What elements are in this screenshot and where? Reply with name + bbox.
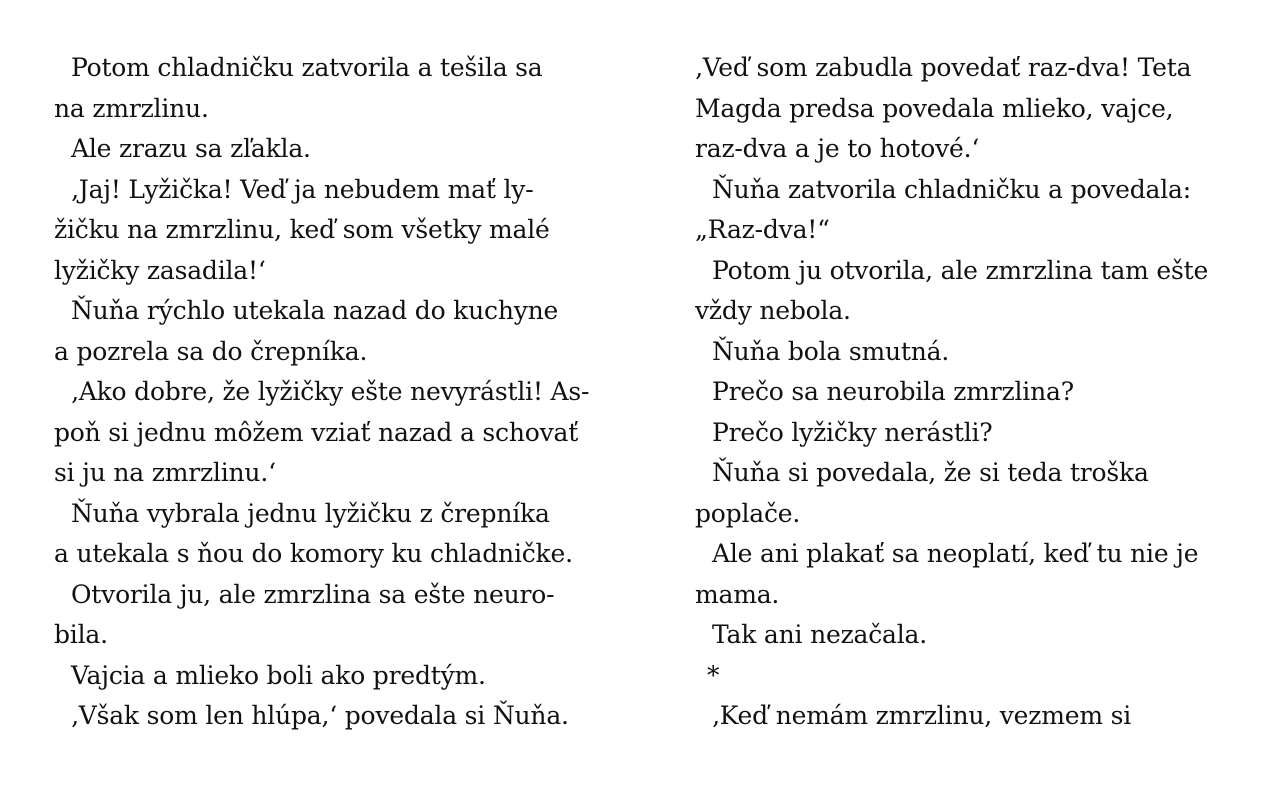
text-line: bila. <box>54 620 108 649</box>
section-break-asterisk: * <box>707 660 720 690</box>
text-line: Tak ani nezačala. <box>712 620 928 649</box>
text-line: vždy nebola. <box>695 296 851 325</box>
text-line: ‚Ako dobre, že lyžičky ešte nevyrástli! As- <box>71 377 590 406</box>
text-line: poň si jednu môžem vziať nazad a schovať <box>54 417 579 447</box>
text-line: Ale ani plakať sa neoplatí, keď tu nie je <box>712 539 1199 568</box>
left-page <box>54 48 614 768</box>
text-line: Ňuňa vybrala jednu lyžičku z črepníka <box>71 498 550 528</box>
text-line: Ňuňa si povedala, že si teda troška <box>712 458 1149 487</box>
text-line: ‚Jaj! Lyžička! Veď ja nebudem mať ly- <box>71 174 534 204</box>
text-line: Vajcia a mlieko boli ako predtým. <box>71 660 486 690</box>
text-line: žičku na zmrzlinu, keď som všetky malé <box>54 215 550 244</box>
text-line: Ňuňa bola smutná. <box>712 336 950 366</box>
text-line: lyžičky zasadila!‘ <box>54 255 266 285</box>
text-line: Ňuňa zatvorila chladničku a povedala: <box>712 174 1191 204</box>
text-line: mama. <box>695 579 780 609</box>
text-line: si ju na zmrzlinu.‘ <box>54 458 276 487</box>
text-line: Prečo lyžičky nerástli? <box>712 417 993 447</box>
text-line: ‚Keď nemám zmrzlinu, vezmem si <box>712 701 1132 730</box>
text-line: a pozrela sa do črepníka. <box>54 336 368 366</box>
text-line: Prečo sa neurobila zmrzlina? <box>712 377 1074 406</box>
text-line: a utekala s ňou do komory ku chladničke. <box>54 539 573 568</box>
text-line: na zmrzlinu. <box>54 93 209 123</box>
text-line: „Raz-dva!“ <box>695 215 830 244</box>
text-line: Potom ju otvorila, ale zmrzlina tam ešte <box>712 255 1209 285</box>
text-line: Ňuňa rýchlo utekala nazad do kuchyne <box>71 296 559 325</box>
text-line: Ale zrazu sa zľakla. <box>71 134 311 163</box>
text-line: Otvorila ju, ale zmrzlina sa ešte neuro- <box>71 579 555 609</box>
right-page <box>695 48 1255 768</box>
text-line: ‚Však som len hlúpa,‘ povedala si Ňuňa. <box>71 701 569 730</box>
text-line: raz-dva a je to hotové.‘ <box>695 134 980 163</box>
text-line: Magda predsa povedala mlieko, vajce, <box>695 93 1174 123</box>
text-line: poplače. <box>695 498 801 528</box>
text-line: Potom chladničku zatvorila a tešila sa <box>71 53 543 82</box>
text-line: ‚Veď som zabudla povedať raz-dva! Teta <box>695 53 1192 82</box>
